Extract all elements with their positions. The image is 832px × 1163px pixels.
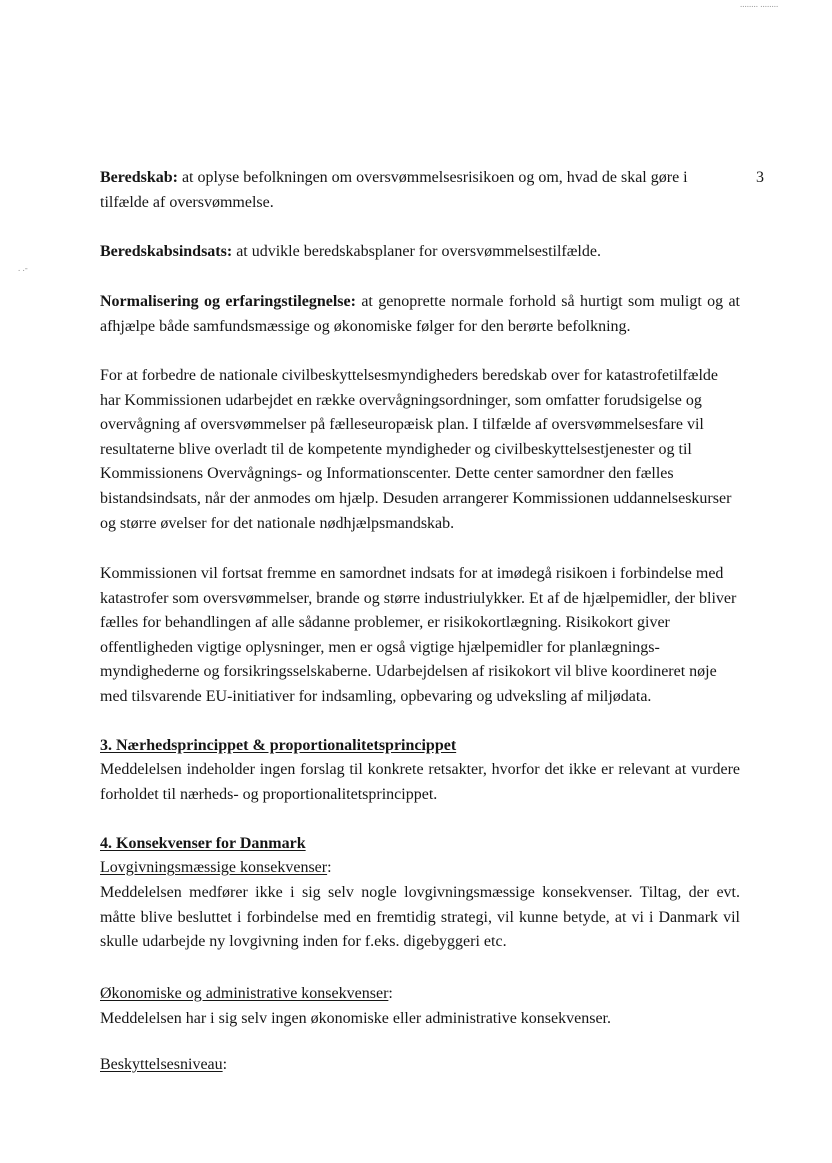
scan-mark-left-margin: . .- [18,263,28,273]
scan-mark-top-right: ........ ........ [740,0,779,9]
definition-text: at genoprette normale forhold så hurtigt som muligt og at afhjælpe både samfundsmæssige og økonomiske følger for den berørte befolkning. [100,293,740,335]
definition-term: Beredskabsindsats: [100,243,233,260]
section-3-text: Meddelelsen indeholder ingen forslag til konkrete retsakter, hvorfor det ikke er relevant at vurdere forholdet til nærheds- og proportionalitetsprincippet. [100,761,740,803]
definition-text: at udvikle beredskabsplaner for oversvømmelsestilfælde. [232,243,601,260]
subheading-beskyttelsesniveau-text: Beskyttelsesniveau [100,1056,223,1073]
definition-beredskabsindsats [100,240,740,265]
definition-normalisering [100,290,740,339]
page-number: 3 [756,169,764,186]
subheading-beskyttelsesniveau: Beskyttelsesniveau: [100,1056,228,1073]
definition-term: Normalisering og erfaringstilegnelse: [100,293,356,310]
lovgivning-text: Meddelelsen medfører ikke i sig selv nogle lovgivningsmæssige konsekvenser. Tiltag, der evt. måtte blive besluttet i forbindelse med en fremtidig strategi, vil kunne betyde, at vi i Danmark vil skulle udarbejde ny lovgivning inden for f.eks. digebyggeri etc. [100,884,740,951]
paragraph-risikokort: Kommissionen vil fortsat fremme en samordnet indsats for at imødegå risikoen i forbindelse med katastrofer som oversvømmelser, brande og større industriulykker. Et af de hjælpemidler, der bliver fælles for behandlingen af alle sådanne problemer, er risikokortlægning. Risikokort giver offentligheden vigtige oplysninger, men er også vigtige hjælpemidler for planlægnings-myndighederne og forsikringsselskaberne. Udarbejdelsen af risikokort vil blive koordineret nøje med tilsvarende EU-initiativer for indsamling, opbevaring og udveksling af miljødata. [100,565,737,705]
subheading-oekonomi: Økonomiske og administrative konsekvenser: [100,985,393,1002]
oekonomi-text: Meddelelsen har i sig selv ingen økonomiske eller administrative konsekvenser. [100,1010,611,1027]
section-4-heading [100,832,740,857]
section-3-heading [100,734,740,759]
definition-term: Beredskab: [100,169,178,186]
paragraph-beredskab-overvaagning: For at forbedre de nationale civilbeskyttelsesmyndigheders beredskab over for katastrofetilfælde har Kommissionen udarbejdet en række overvågningsordninger, som omfatter forudsigelse og overvågning af oversvømmelser på fælleseuropæisk plan. I tilfælde af oversvømmelsesfare vil resultaterne blive overladt til de kompetente myndigheder og civilbeskyttelsestjenester og til Kommissionens Overvågnings- og Informationscenter. Dette center samordner den fælles bistandsindsats, når der anmodes om hjælp. Desuden arrangerer Kommissionen uddannelseskurser og større øvelser for det nationale nødhjælpsmandskab. [100,367,732,532]
section-4-heading-text: 4. Konsekvenser for Danmark [100,835,306,852]
definition-text: at oplyse befolkningen om oversvømmelsesrisikoen og om, hvad de skal gøre i tilfælde af oversvømmelse. [100,169,688,211]
subheading-oekonomi-text: Økonomiske og administrative konsekvenser [100,985,389,1002]
section-3-heading-text: 3. Nærhedsprincippet & proportionalitetsprincippet [100,737,457,754]
subheading-lovgivning-text: Lovgivningsmæssige konsekvenser [100,859,328,876]
subheading-lovgivning: Lovgivningsmæssige konsekvenser: [100,859,332,876]
definition-beredskab [100,166,740,215]
